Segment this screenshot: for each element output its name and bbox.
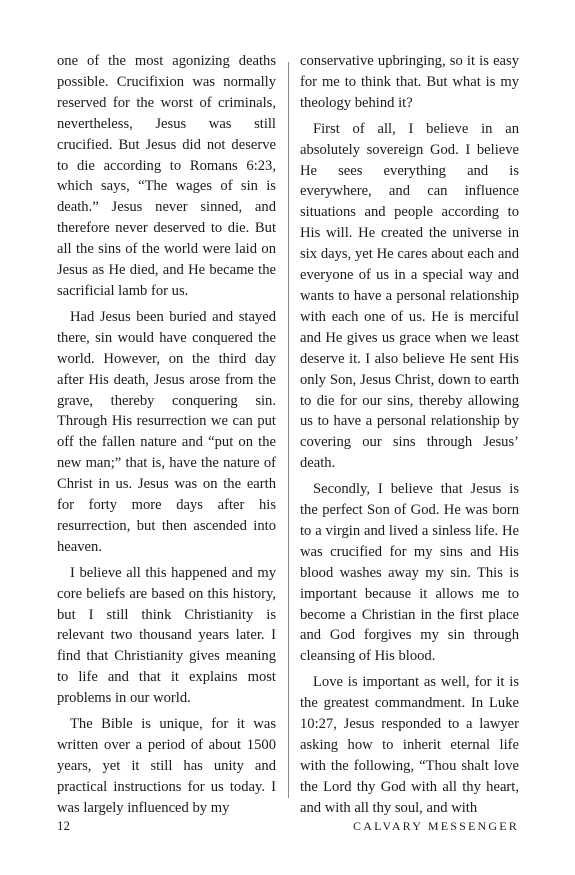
paragraph-continued: one of the most agonizing deaths possible. Crucifixion was normally reserved for the worst of criminals, nevertheless, Jesus was still crucified. But Jesus did not deserve to die according to Romans 6:23, which says, “The wages of sin is death.” Jesus never sinned, and therefore never deserved to die. But all the sins of the world were laid on Jesus as He died, and He became the sacrificial lamb for us. xyxy=(57,53,276,299)
column-divider xyxy=(288,62,289,798)
paragraph: I believe all this happened and my core beliefs are based on this history, but I still think Christianity is relevant two thousand years later. I find that Christianity gives meaning to life and that it explains most problems in our world. xyxy=(57,564,276,707)
right-text-column xyxy=(300,51,519,824)
paragraph: Love is important as well, for it is the greatest commandment. In Luke 10:27, Jesus responded to a lawyer asking how to inherit eternal life with the following, “Thou shalt love the Lord thy God with all thy heart, and with all thy soul, and with xyxy=(300,674,519,816)
paragraph-continued: conservative upbringing, so it is easy for me to think that. But what is my theology behind it? xyxy=(300,53,519,111)
left-text-column xyxy=(57,51,276,824)
paragraph: Secondly, I believe that Jesus is the perfect Son of God. He was born to a virgin and lived a sinless life. He was crucified for my sins and His blood washes away my sin. This is important because it allows me to become a Christian in the first place and God forgives my sin through cleansing of His blood. xyxy=(300,481,519,665)
page-number: 12 xyxy=(57,818,70,833)
paragraph: The Bible is unique, for it was written over a period of about 1500 years, yet it still has unity and practical instructions for us today. I was largely influenced by my xyxy=(57,716,276,816)
paragraph: First of all, I believe in an absolutely sovereign God. I believe He sees everything and is everywhere, and can influence situations and people according to His will. He created the universe in six days, yet He cares about each and everyone of us in a special way and wants to have a personal relationship with each one of us. He is merciful and He gives us grace when we least deserve it. I also believe He sent His only Son, Jesus Christ, down to earth to die for our sins, thereby allowing us to have a personal relationship by covering our sins through Jesus’ death. xyxy=(300,120,519,472)
paragraph: Had Jesus been buried and stayed there, sin would have conquered the world. However, on the third day after His death, Jesus arose from the grave, thereby conquering sin. Through His resurrection we can put off the fallen nature and “put on the new man;” that is, have the nature of Christ in us. Jesus was on the earth for forty more days after his resurrection, but then ascended into heaven. xyxy=(57,308,276,555)
running-head: CALVARY MESSENGER xyxy=(353,819,519,833)
